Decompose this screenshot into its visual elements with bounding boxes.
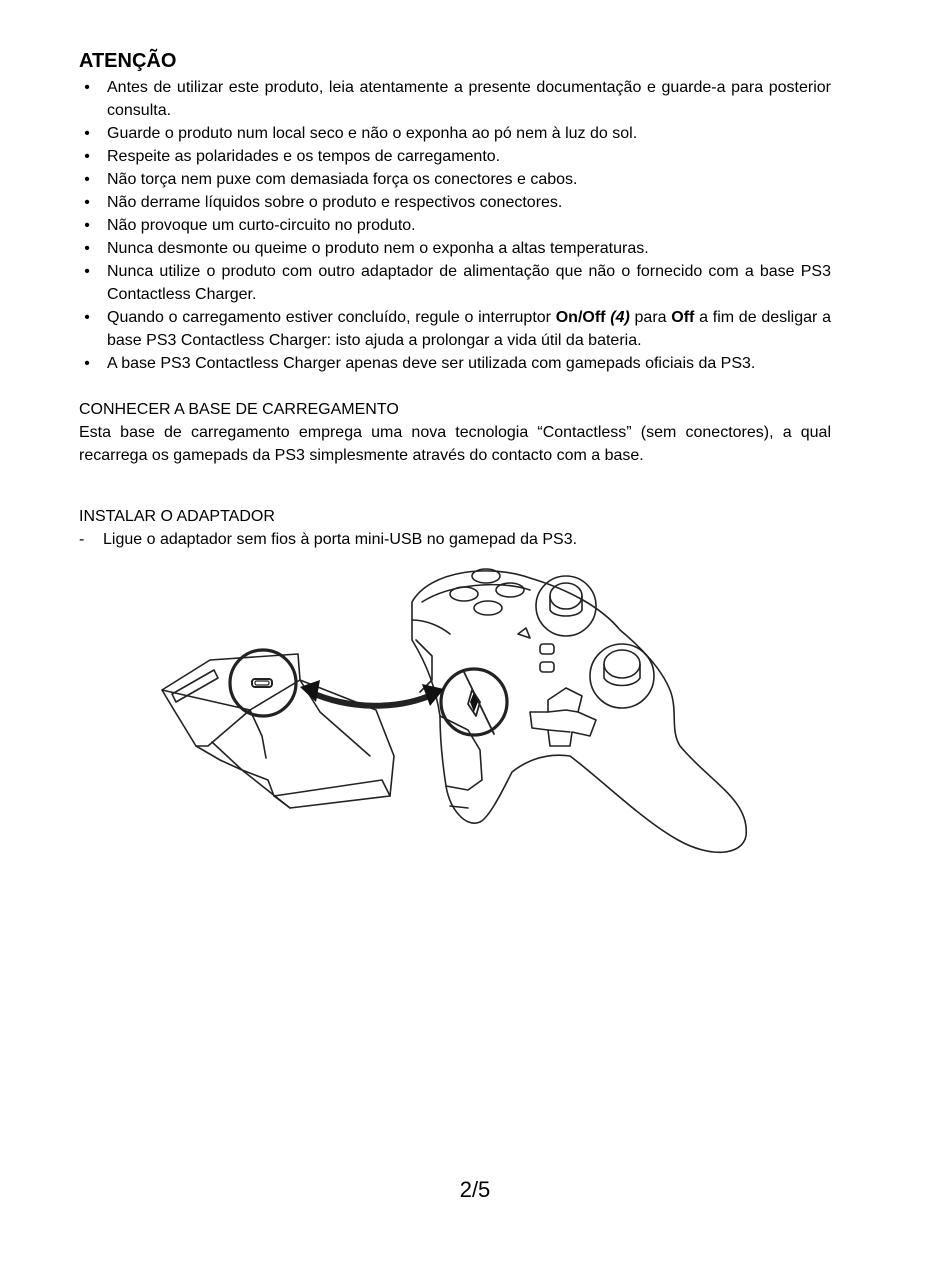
gamepad-drawing <box>412 569 746 852</box>
list-item: • Não provoque um curto-circuito no produto. <box>79 214 831 237</box>
bullet: • <box>84 171 90 188</box>
switch-label: On/Off <box>555 309 606 326</box>
list-item: • Respeite as polaridades e os tempos de carregamento. <box>79 145 831 168</box>
warning-title: ATENÇÃO <box>79 50 177 72</box>
install-step: - Ligue o adaptador sem fios à porta mini-USB no gamepad da PS3. <box>79 531 578 548</box>
bullet: • <box>84 355 90 372</box>
bullet: • <box>84 125 90 142</box>
bullet: • <box>84 148 90 165</box>
bullet: • <box>84 194 90 211</box>
section-title-install: INSTALAR O ADAPTADOR <box>79 508 275 525</box>
off-label: Off <box>671 309 695 326</box>
bullet: • <box>84 240 90 257</box>
warning-list <box>79 76 831 375</box>
bullet: • <box>84 309 90 326</box>
document-page <box>79 48 831 551</box>
know-paragraph: Esta base de carregamento emprega uma nova tecnologia “Contactless” (sem conectores), a qual recarrega os gamepads da PS3 simplesmente através do contacto com a base. <box>79 424 831 464</box>
switch-ref: (4) <box>610 309 630 326</box>
adapter-drawing <box>162 654 394 808</box>
bullet: • <box>84 217 90 234</box>
list-item: • Nunca utilize o produto com outro adaptador de alimentação que não o fornecido com a base PS3 Contactless Charger. <box>79 260 831 306</box>
list-item: • Não torça nem puxe com demasiada força os conectores e cabos. <box>79 168 831 191</box>
section-title-know: CONHECER A BASE DE CARREGAMENTO <box>79 401 399 418</box>
bullet: • <box>84 263 90 280</box>
list-item: • Nunca desmonte ou queime o produto nem o exponha a altas temperaturas. <box>79 237 831 260</box>
page-number: 2/5 <box>459 1177 491 1202</box>
list-item: • Antes de utilizar este produto, leia atentamente a presente documentação e guarde-a para posterior consulta. <box>79 76 831 122</box>
adapter-gamepad-illustration <box>150 560 760 860</box>
list-item: • Quando o carregamento estiver concluído, regule o interruptor On/Off (4) para Off a fim de desligar a base PS3 Contactless Charger: isto ajuda a prolongar a vida útil da bateria. <box>79 306 831 352</box>
bullet: • <box>84 79 90 96</box>
list-item: • Não derrame líquidos sobre o produto e respectivos conectores. <box>79 191 831 214</box>
list-item: • Guarde o produto num local seco e não o exponha ao pó nem à luz do sol. <box>79 122 831 145</box>
list-item: • A base PS3 Contactless Charger apenas deve ser utilizada com gamepads oficiais da PS3. <box>79 352 831 375</box>
